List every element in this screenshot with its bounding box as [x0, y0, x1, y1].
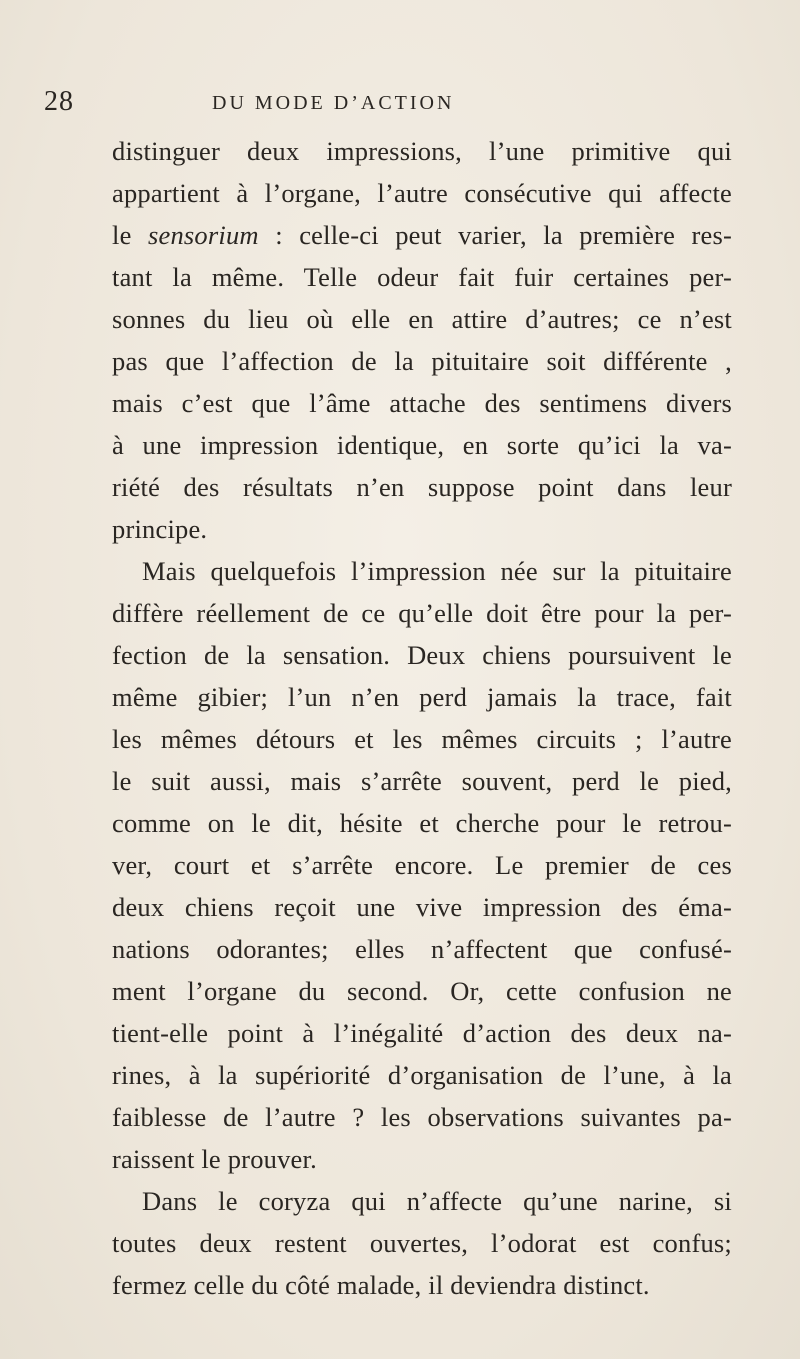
text-line: le suit aussi, mais s’arrête souvent, perd le pied,: [112, 766, 732, 796]
text-line: deux chiens reçoit une vive impression des éma-: [112, 892, 732, 922]
page-header: [44, 86, 744, 126]
running-title: DU MODE D’ACTION: [212, 92, 455, 114]
body-text: [112, 130, 732, 1306]
page-number: 28: [44, 86, 74, 117]
text-line: tant la même. Telle odeur fait fuir certaines per-: [112, 262, 732, 292]
text-line: tient-elle point à l’inégalité d’action des deux na-: [112, 1018, 732, 1048]
text-line: à une impression identique, en sorte qu’ici la va-: [112, 430, 732, 460]
text-line: pas que l’affection de la pituitaire soit différente ,: [112, 346, 732, 376]
text-line: distinguer deux impressions, l’une primitive qui: [112, 136, 732, 166]
text-line: les mêmes détours et les mêmes circuits ; l’autre: [112, 724, 732, 754]
text-fragment: le: [112, 220, 132, 250]
text-line: fection de la sensation. Deux chiens poursuivent le: [112, 640, 732, 670]
text-line: mais c’est que l’âme attache des sentimens divers: [112, 388, 732, 418]
text-fragment: : celle-ci peut varier, la première res-: [275, 220, 732, 250]
text-line: nations odorantes; elles n’affectent que confusé-: [112, 934, 732, 964]
text-line: Mais quelquefois l’impression née sur la pituitaire: [142, 556, 732, 586]
text-line: ment l’organe du second. Or, cette confusion ne: [112, 976, 732, 1006]
text-line: riété des résultats n’en suppose point dans leur: [112, 472, 732, 502]
italic-term: sensorium: [147, 220, 259, 250]
text-line: [112, 214, 732, 256]
text-line: sonnes du lieu où elle en attire d’autres; ce n’est: [112, 304, 732, 334]
text-line: principe.: [112, 514, 208, 544]
text-line: Dans le coryza qui n’affecte qu’une narine, si: [142, 1186, 732, 1216]
text-line: même gibier; l’un n’en perd jamais la trace, fait: [112, 682, 732, 712]
text-line: ver, court et s’arrête encore. Le premier de ces: [112, 850, 732, 880]
text-line: appartient à l’organe, l’autre consécutive qui affecte: [112, 178, 732, 208]
text-line: fermez celle du côté malade, il deviendra distinct.: [112, 1270, 650, 1300]
text-line: toutes deux restent ouvertes, l’odorat est confus;: [112, 1228, 732, 1258]
text-line: diffère réellement de ce qu’elle doit être pour la per-: [112, 598, 732, 628]
text-line: raissent le prouver.: [112, 1144, 317, 1174]
text-line: faiblesse de l’autre ? les observations suivantes pa-: [112, 1102, 732, 1132]
text-line: rines, à la supériorité d’organisation de l’une, à la: [112, 1060, 732, 1090]
text-line: comme on le dit, hésite et cherche pour le retrou-: [112, 808, 732, 838]
